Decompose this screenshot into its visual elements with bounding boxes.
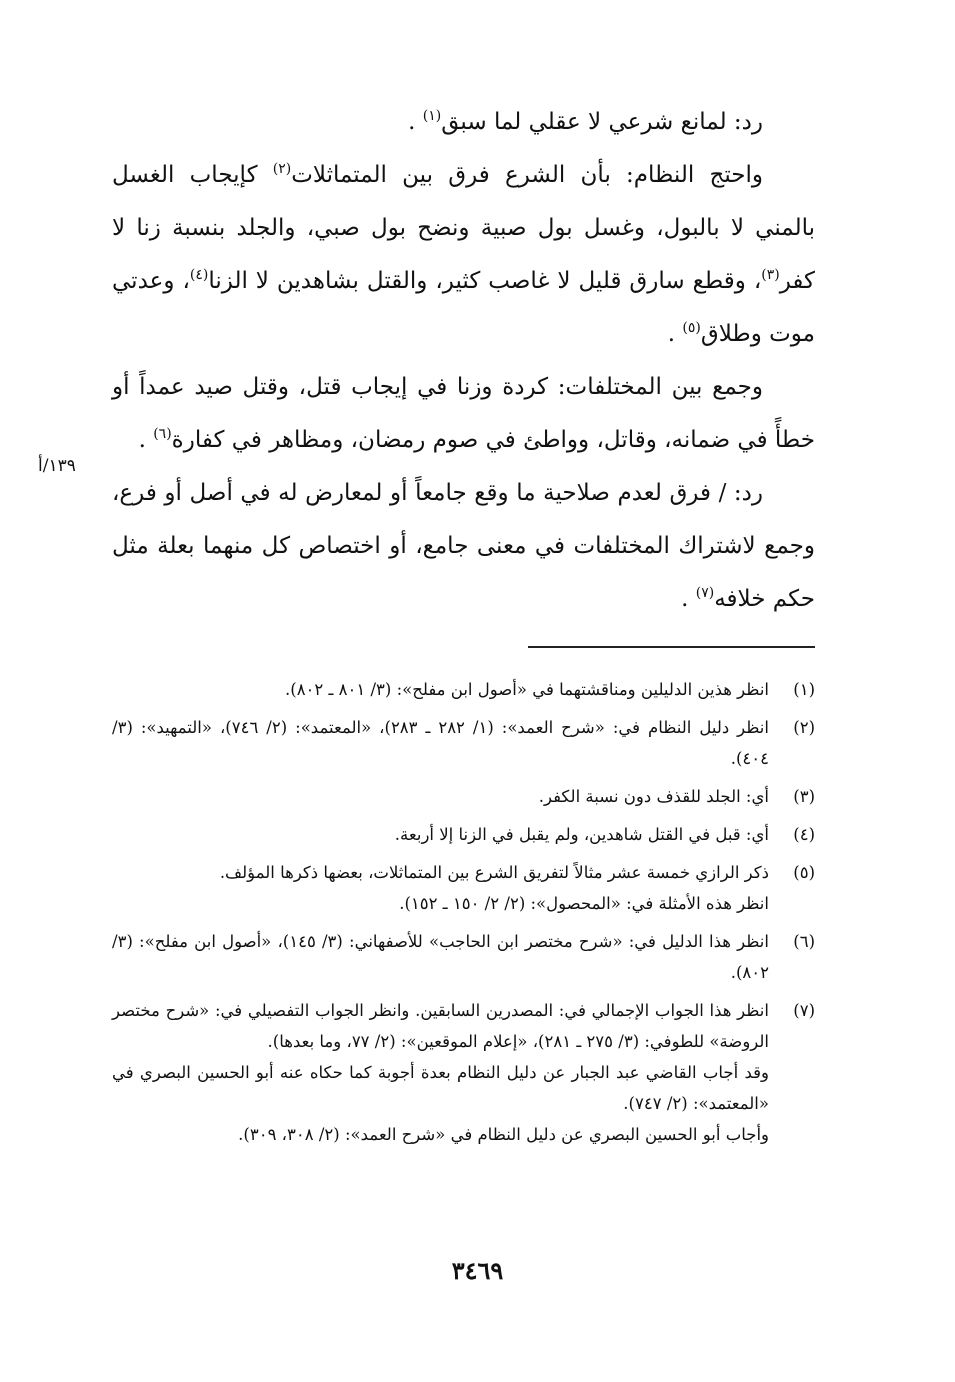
footnote-line: انظر هذا الدليل في: «شرح مختصر ابن الحاجب» للأصفهاني: (٣/ ١٤٥)، «أصول ابن مفلح»: (٣/ ٨٠٢). — [112, 932, 769, 982]
footnotes — [112, 674, 815, 1157]
footnote-line: وقد أجاب القاضي عبد الجبار عن دليل النظام بعدة أجوبة كما حكاه عنه أبو الحسين البصري في «المعتمد»: (٢/ ٧٤٧). — [112, 1063, 769, 1113]
footnote-ref: (٧) — [695, 585, 715, 601]
paragraph-text: واحتج النظام: بأن الشرع فرق بين المتماثلات — [291, 162, 763, 188]
footnote-body — [112, 819, 769, 850]
footnote-ref: (٢) — [272, 161, 292, 177]
footnote-line: أي: قبل في القتل شاهدين، ولم يقبل في الزنا إلا أربعة. — [394, 825, 769, 844]
manuscript-folio-note: ١٣٩/أ — [38, 456, 76, 476]
footnote-line: انظر هذين الدليلين ومناقشتهما في «أصول ابن مفلح»: (٣/ ٨٠١ ـ ٨٠٢). — [285, 680, 769, 699]
footnote-6 — [112, 926, 815, 988]
footnote-number: (٤) — [793, 825, 815, 844]
paragraph-end: . — [138, 427, 146, 453]
paragraph-3 — [112, 361, 815, 467]
footnote-number: (٢) — [793, 718, 815, 737]
footnote-ref: (٣) — [761, 267, 780, 283]
paragraph-text: ، وعدتي موت وطلاق — [112, 268, 815, 347]
footnote-ref: (٦) — [153, 426, 172, 442]
footnote-3 — [112, 781, 815, 812]
footnote-4 — [112, 819, 815, 850]
footnote-separator — [528, 646, 815, 648]
footnote-line: أي: الجلد للقذف دون نسبة الكفر. — [538, 787, 769, 806]
footnote-line: وأجاب أبو الحسين البصري عن دليل النظام في «شرح العمد»: (٢/ ٣٠٨، ٣٠٩). — [238, 1125, 769, 1144]
paragraph-text: رد: / فرق لعدم صلاحية ما وقع جامعاً أو لمعارض له في أصل أو فرع، وجمع لاشتراك المختلفات في معنى جامع، أو اختصاص كل منهما بعلة مثل حكم خلافه — [112, 480, 815, 612]
footnote-number: (٦) — [793, 932, 815, 951]
paragraph-text: ، وقطع سارق قليل لا غاصب كثير، والقتل بشاهدين لا الزنا — [208, 268, 762, 294]
footnote-body — [112, 674, 769, 705]
footnote-ref: (٥) — [682, 320, 701, 336]
paragraph-text: كإيجاب الغسل بالمني لا بالبول، وغسل بول صبية ونضح بول صبي، والجلد بنسبة زنا لا كفر — [112, 162, 815, 294]
footnote-line: ذكر الرازي خمسة عشر مثالاً لتفريق الشرع بين المتماثلات، بعضها ذكرها المؤلف. — [219, 863, 769, 882]
footnote-ref: (٤) — [189, 267, 209, 283]
footnote-body — [112, 926, 769, 988]
footnote-ref: (١) — [422, 108, 442, 124]
footnote-7 — [112, 995, 815, 1150]
paragraph-end: . — [667, 321, 676, 347]
paragraph-end: . — [681, 586, 689, 612]
footnote-number: (٥) — [793, 863, 815, 882]
footnote-number: (٣) — [793, 787, 815, 806]
footnote-1 — [112, 674, 815, 705]
footnote-2 — [112, 712, 815, 774]
paragraph-1 — [112, 96, 815, 149]
paragraph-end: . — [408, 109, 416, 135]
page-number: ٣٤٦٩ — [451, 1256, 504, 1285]
paragraph-text: وجمع بين المختلفات: كردة وزنا في إيجاب قتل، وقتل صيد عمداً أو خطأً في ضمانه، وقاتل، وواطئ في صوم رمضان، ومظاهر في كفارة — [112, 374, 815, 453]
footnote-5 — [112, 857, 815, 919]
footnote-number: (٧) — [793, 1001, 815, 1020]
main-text — [112, 96, 815, 626]
footnote-number: (١) — [793, 680, 815, 699]
footnote-line: انظر هذا الجواب الإجمالي في: المصدرين السابقين. وانظر الجواب التفصيلي في: «شرح مختصر الروضة» للطوفي: (٣/ ٢٧٥ ـ ٢٨١)، «إعلام الموقعين»: (٢/ ٧٧، وما بعدها). — [112, 1001, 769, 1051]
paragraph-2 — [112, 149, 815, 361]
footnote-body — [112, 781, 769, 812]
paragraph-4 — [112, 467, 815, 626]
footnote-line: انظر هذه الأمثلة في: «المحصول»: (٢/ ٢/ ١٥٠ ـ ١٥٢). — [399, 894, 769, 913]
footnote-body — [112, 995, 769, 1150]
footnote-body — [112, 712, 769, 774]
paragraph-text: رد: لمانع شرعي لا عقلي لما سبق — [441, 109, 763, 135]
footnote-line: انظر دليل النظام في: «شرح العمد»: (١/ ٢٨٢ ـ ٢٨٣)، «المعتمد»: (٢/ ٧٤٦)، «التمهيد»: (٣/ ٤٠٤). — [112, 718, 769, 768]
footnote-body — [112, 857, 769, 919]
